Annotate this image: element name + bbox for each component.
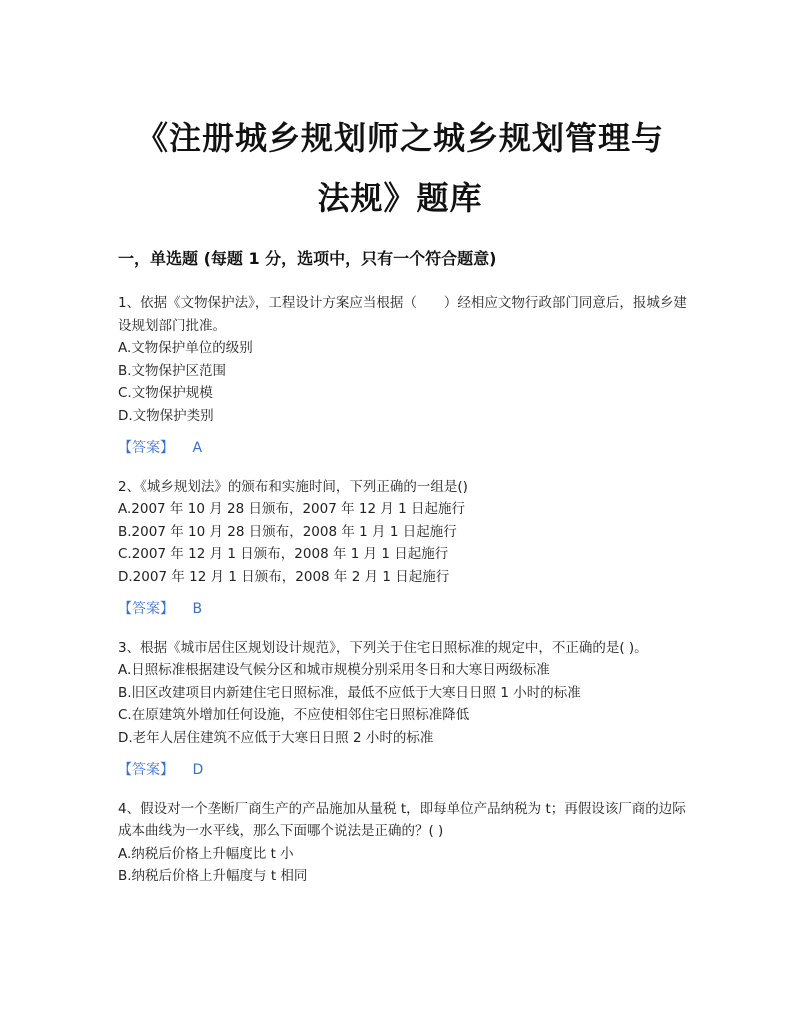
option-a: A.纳税后价格上升幅度比 t 小 xyxy=(118,845,294,862)
option-b: B.2007 年 10 月 28 日颁布，2008 年 1 月 1 日起施行 xyxy=(118,523,457,540)
option-b: B.纳税后价格上升幅度与 t 相同 xyxy=(118,868,308,884)
question-stem: 2、《城乡规划法》的颁布和实施时间，下列正确的一组是() xyxy=(118,478,468,495)
question-1 xyxy=(118,292,688,460)
question-3 xyxy=(118,637,688,782)
answer-label: 【答案】 xyxy=(118,601,174,617)
answer-value: D xyxy=(192,762,204,778)
answer-label: 【答案】 xyxy=(118,440,174,456)
option-c: C.文物保护规模 xyxy=(118,385,213,401)
document-title xyxy=(100,108,700,228)
title-line-1: 《注册城乡规划师之城乡规划管理与 xyxy=(135,119,664,157)
option-b: B.旧区改建项目内新建住宅日照标准，最低不应低于大寒日日照 1 小时的标准 xyxy=(118,684,581,701)
option-d: D.文物保护类别 xyxy=(118,407,214,424)
answer-line xyxy=(118,759,688,782)
option-d: D.老年人居住建筑不应低于大寒日日照 2 小时的标准 xyxy=(118,729,434,746)
question-stem: 1、依据《文物保护法》，工程设计方案应当根据（ ）经相应文物行政部门同意后，报城乡建设规划部门批准。 xyxy=(118,295,687,334)
option-a: A.日照标准根据建设气候分区和城市规模分别采用冬日和大寒日两级标准 xyxy=(118,662,550,678)
title-line-2: 法规》题库 xyxy=(317,179,483,217)
answer-label: 【答案】 xyxy=(118,762,174,778)
question-stem: 4、假设对一个垄断厂商生产的产品施加从量税 t，即每单位产品纳税为 t；再假设该厂商的边际成本曲线为一水平线，那么下面哪个说法是正确的？( ) xyxy=(118,800,686,839)
option-a: A.2007 年 10 月 28 日颁布，2007 年 12 月 1 日起施行 xyxy=(118,501,466,517)
question-4 xyxy=(118,798,688,888)
answer-line xyxy=(118,598,688,621)
option-b: B.文物保护区范围 xyxy=(118,362,227,379)
option-d: D.2007 年 12 月 1 日颁布，2008 年 2 月 1 日起施行 xyxy=(118,568,450,585)
option-a: A.文物保护单位的级别 xyxy=(118,340,253,356)
question-2 xyxy=(118,476,688,621)
option-c: C.2007 年 12 月 1 日颁布，2008 年 1 月 1 日起施行 xyxy=(118,546,449,562)
answer-value: A xyxy=(192,440,203,456)
section-heading: 一，单选题 (每题 1 分，选项中，只有一个符合题意) xyxy=(118,249,497,268)
option-c: C.在原建筑外增加任何设施，不应使相邻住宅日照标准降低 xyxy=(118,707,470,723)
question-list xyxy=(118,292,688,904)
answer-line xyxy=(118,437,688,460)
question-stem: 3、根据《城市居住区规划设计规范》，下列关于住宅日照标准的规定中，不正确的是( )。 xyxy=(118,639,648,656)
answer-value: B xyxy=(192,601,203,617)
